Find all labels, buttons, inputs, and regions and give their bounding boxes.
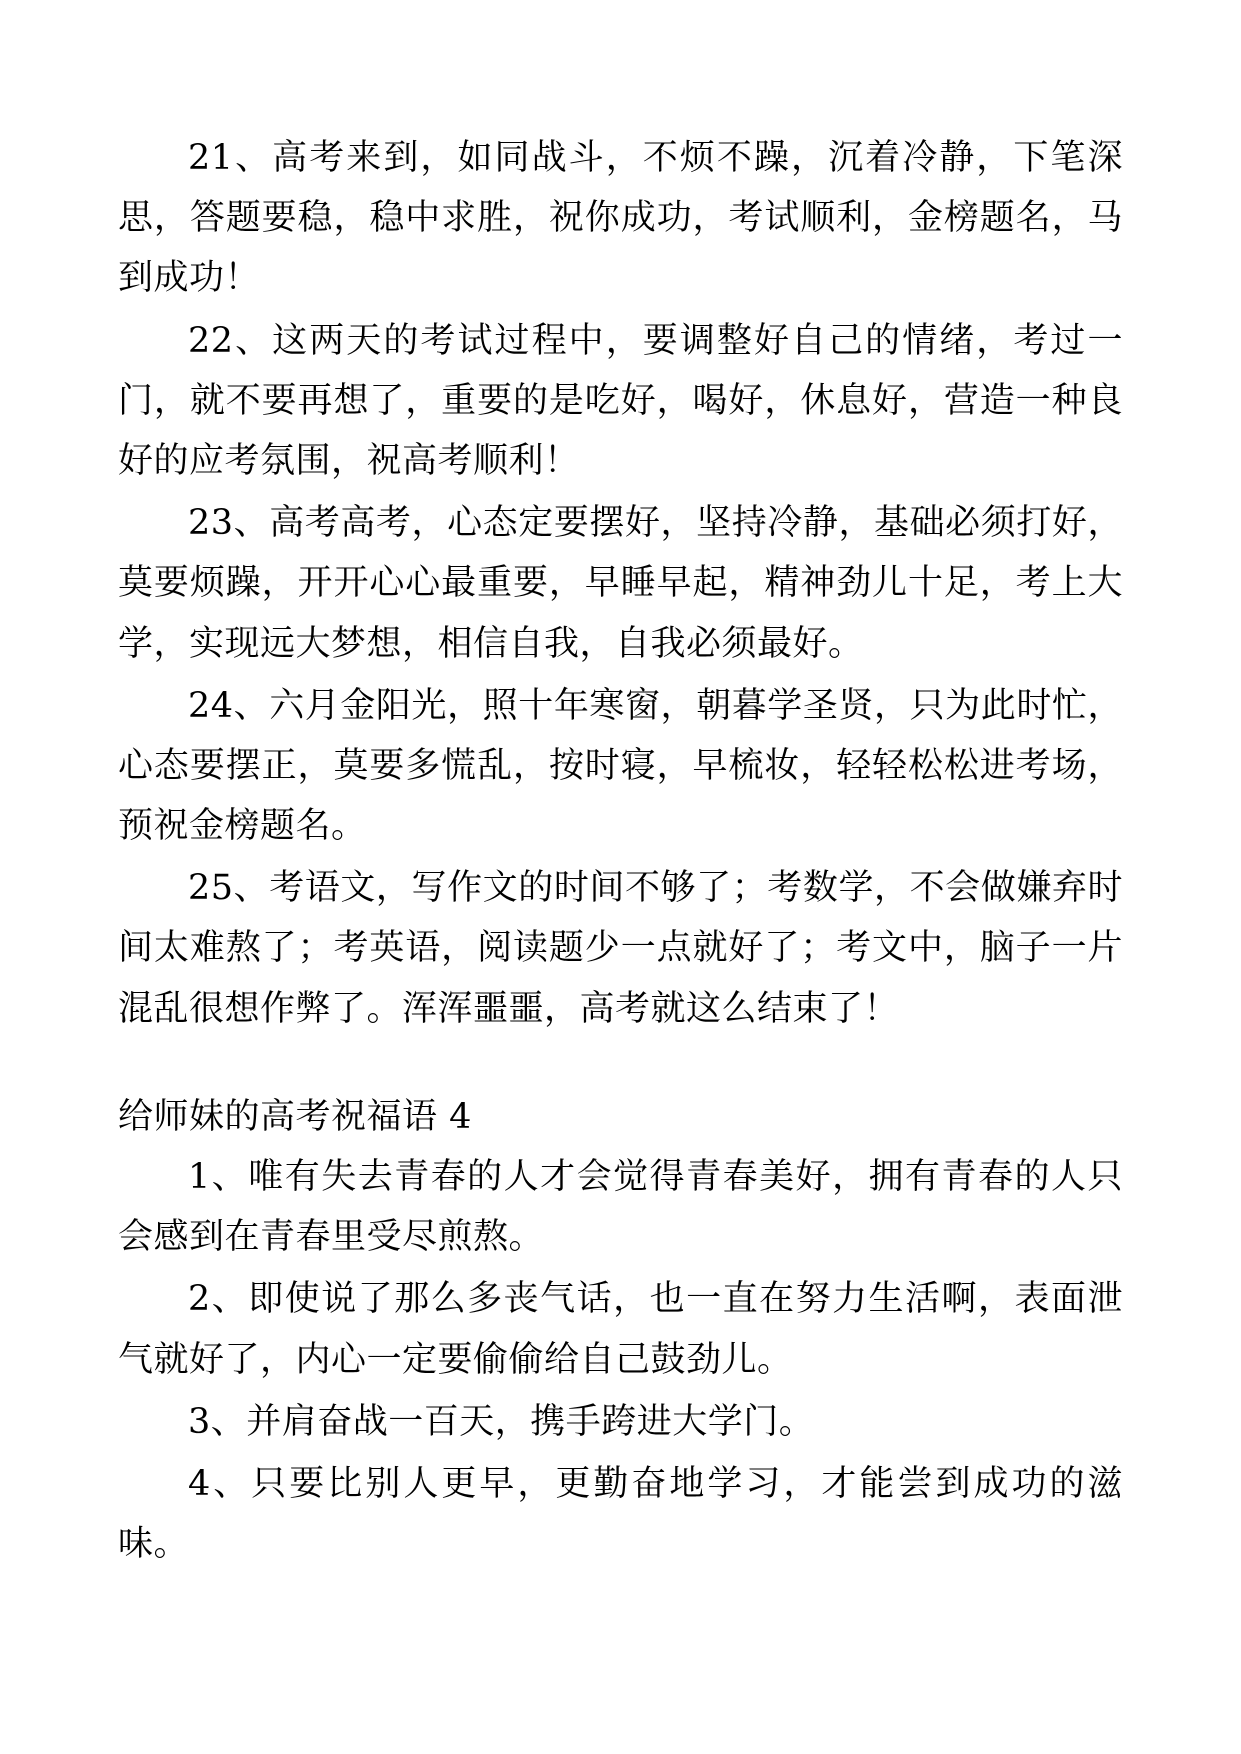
section-heading: 给师妹的高考祝福语 4 [118,1096,472,1137]
paragraph-23: 23、高考高考，心态定要摆好，坚持冷静，基础必须打好，莫要烦躁，开开心心最重要，早睡早起，精神劲儿十足，考上大学，实现远大梦想，相信自我，自我必须最好。 [118,503,1123,664]
section-spacer [118,1041,1123,1087]
document-body [118,128,1123,1574]
paragraph-24: 24、六月金阳光，照十年寒窗，朝暮学圣贤，只为此时忙，心态要摆正，莫要多慌乱，按时寝，早梳妆，轻轻松松进考场，预祝金榜题名。 [118,685,1123,847]
paragraph-22: 22、这两天的考试过程中，要调整好自己的情绪，考过一门，就不要再想了，重要的是吃好，喝好，休息好，营造一种良好的应考氛围，祝高考顺利！ [118,320,1123,481]
paragraph-25: 25、考语文，写作文的时间不够了；考数学，不会做嫌弃时间太难熬了；考英语，阅读题少一点就好了；考文中，脑子一片混乱很想作弊了。浑浑噩噩，高考就这么结束了！ [118,868,1123,1029]
paragraph-4: 4、只要比别人更早，更勤奋地学习，才能尝到成功的滋味。 [118,1463,1123,1565]
paragraph-3: 3、并肩奋战一百天，携手跨进大学门。 [188,1401,815,1442]
paragraph-1: 1、唯有失去青春的人才会觉得青春美好，拥有青春的人只会感到在青春里受尽煎熬。 [118,1157,1123,1258]
paragraph-2: 2、即使说了那么多丧气话，也一直在努力生活啊，表面泄气就好了，内心一定要偷偷给自己鼓劲儿。 [118,1279,1123,1380]
paragraph-21: 21、高考来到，如同战斗，不烦不躁，沉着冷静，下笔深思，答题要稳，稳中求胜，祝你成功，考试顺利，金榜题名，马到成功！ [118,138,1123,299]
